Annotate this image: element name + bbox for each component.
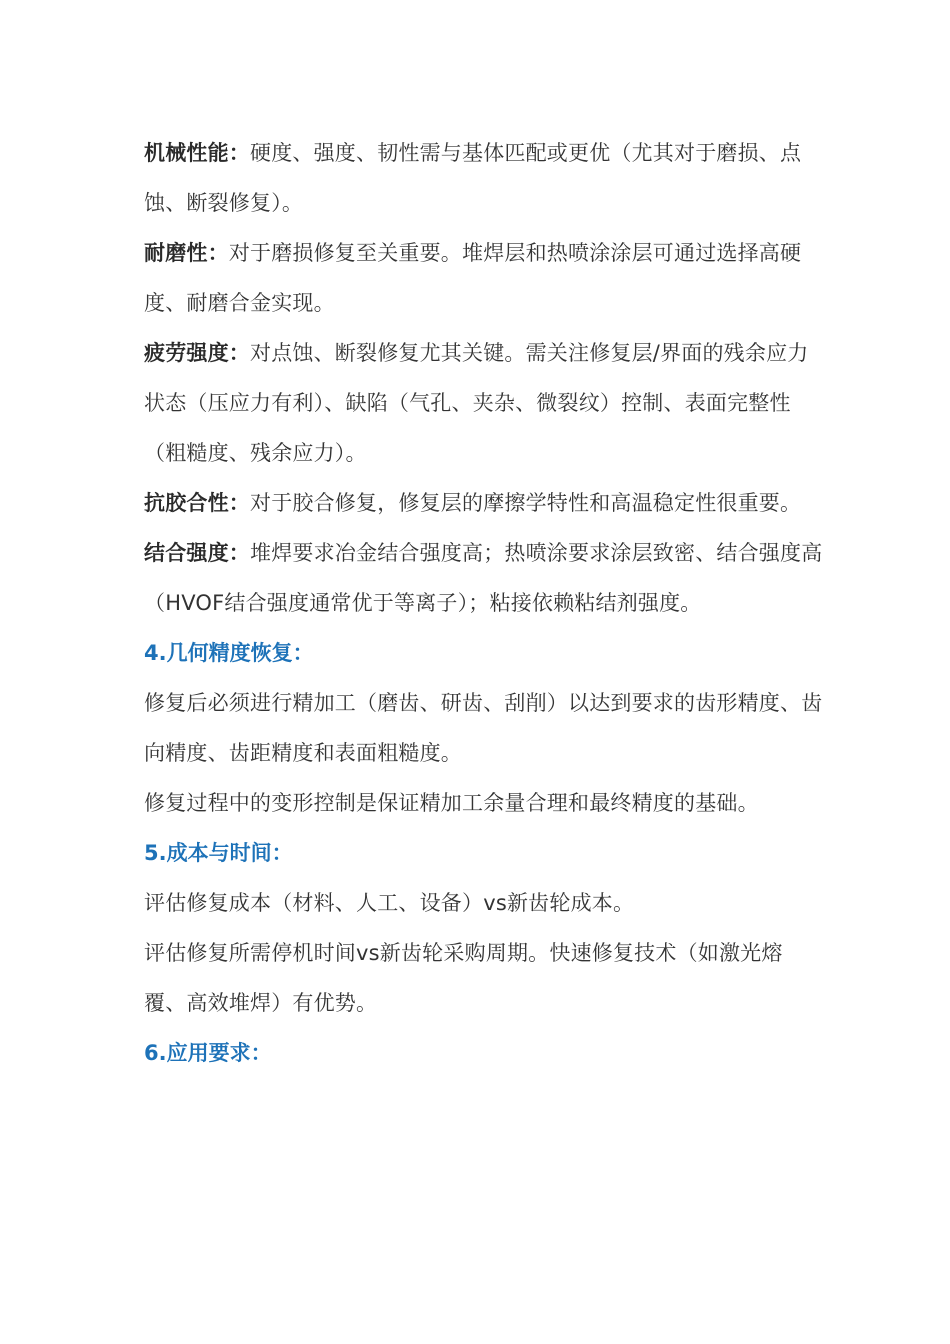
term-scuffing: 抗胶合性：: [144, 491, 250, 515]
term-wear: 耐磨性：: [144, 241, 229, 265]
text-mechanical: 硬度、强度、韧性需与基体匹配或更优（尤其对于磨损、点蚀、断裂修复）。: [144, 141, 802, 215]
term-bonding: 结合强度：: [144, 541, 250, 565]
text-fatigue: 对点蚀、断裂修复尤其关键。需关注修复层/界面的残余应力状态（压应力有利）、缺陷（气孔、夹杂、微裂纹）控制、表面完整性（粗糙度、残余应力）。: [144, 341, 809, 465]
text-wear: 对于磨损修复至关重要。堆焊层和热喷涂涂层可通过选择高硬度、耐磨合金实现。: [144, 241, 802, 315]
text-bonding: 堆焊要求冶金结合强度高；热喷涂要求涂层致密、结合强度高（HVOF结合强度通常优于等离子）；粘接依赖粘结剂强度。: [144, 541, 823, 615]
heading-application: 6.应用要求：: [144, 1041, 272, 1065]
paragraph-bonding: [144, 528, 824, 628]
document-body: [144, 128, 824, 1078]
text-scuffing: 对于胶合修复，修复层的摩擦学特性和高温稳定性很重要。: [250, 491, 802, 515]
term-mechanical: 机械性能：: [144, 141, 250, 165]
paragraph-fatigue: [144, 328, 824, 478]
heading-geometry: 4.几何精度恢复：: [144, 641, 314, 665]
heading-cost: 5.成本与时间：: [144, 841, 293, 865]
paragraph-wear: [144, 228, 824, 328]
term-fatigue: 疲劳强度：: [144, 341, 250, 365]
paragraph-cost-1: 评估修复成本（材料、人工、设备）vs新齿轮成本。: [144, 891, 635, 915]
paragraph-mechanical: [144, 128, 824, 228]
paragraph-cost-2: 评估修复所需停机时间vs新齿轮采购周期。快速修复技术（如激光熔覆、高效堆焊）有优势。: [144, 941, 783, 1015]
paragraph-geometry-2: 修复过程中的变形控制是保证精加工余量合理和最终精度的基础。: [144, 791, 759, 815]
paragraph-scuffing: [144, 478, 824, 528]
paragraph-geometry-1: 修复后必须进行精加工（磨齿、研齿、刮削）以达到要求的齿形精度、齿向精度、齿距精度和表面粗糙度。: [144, 691, 823, 765]
